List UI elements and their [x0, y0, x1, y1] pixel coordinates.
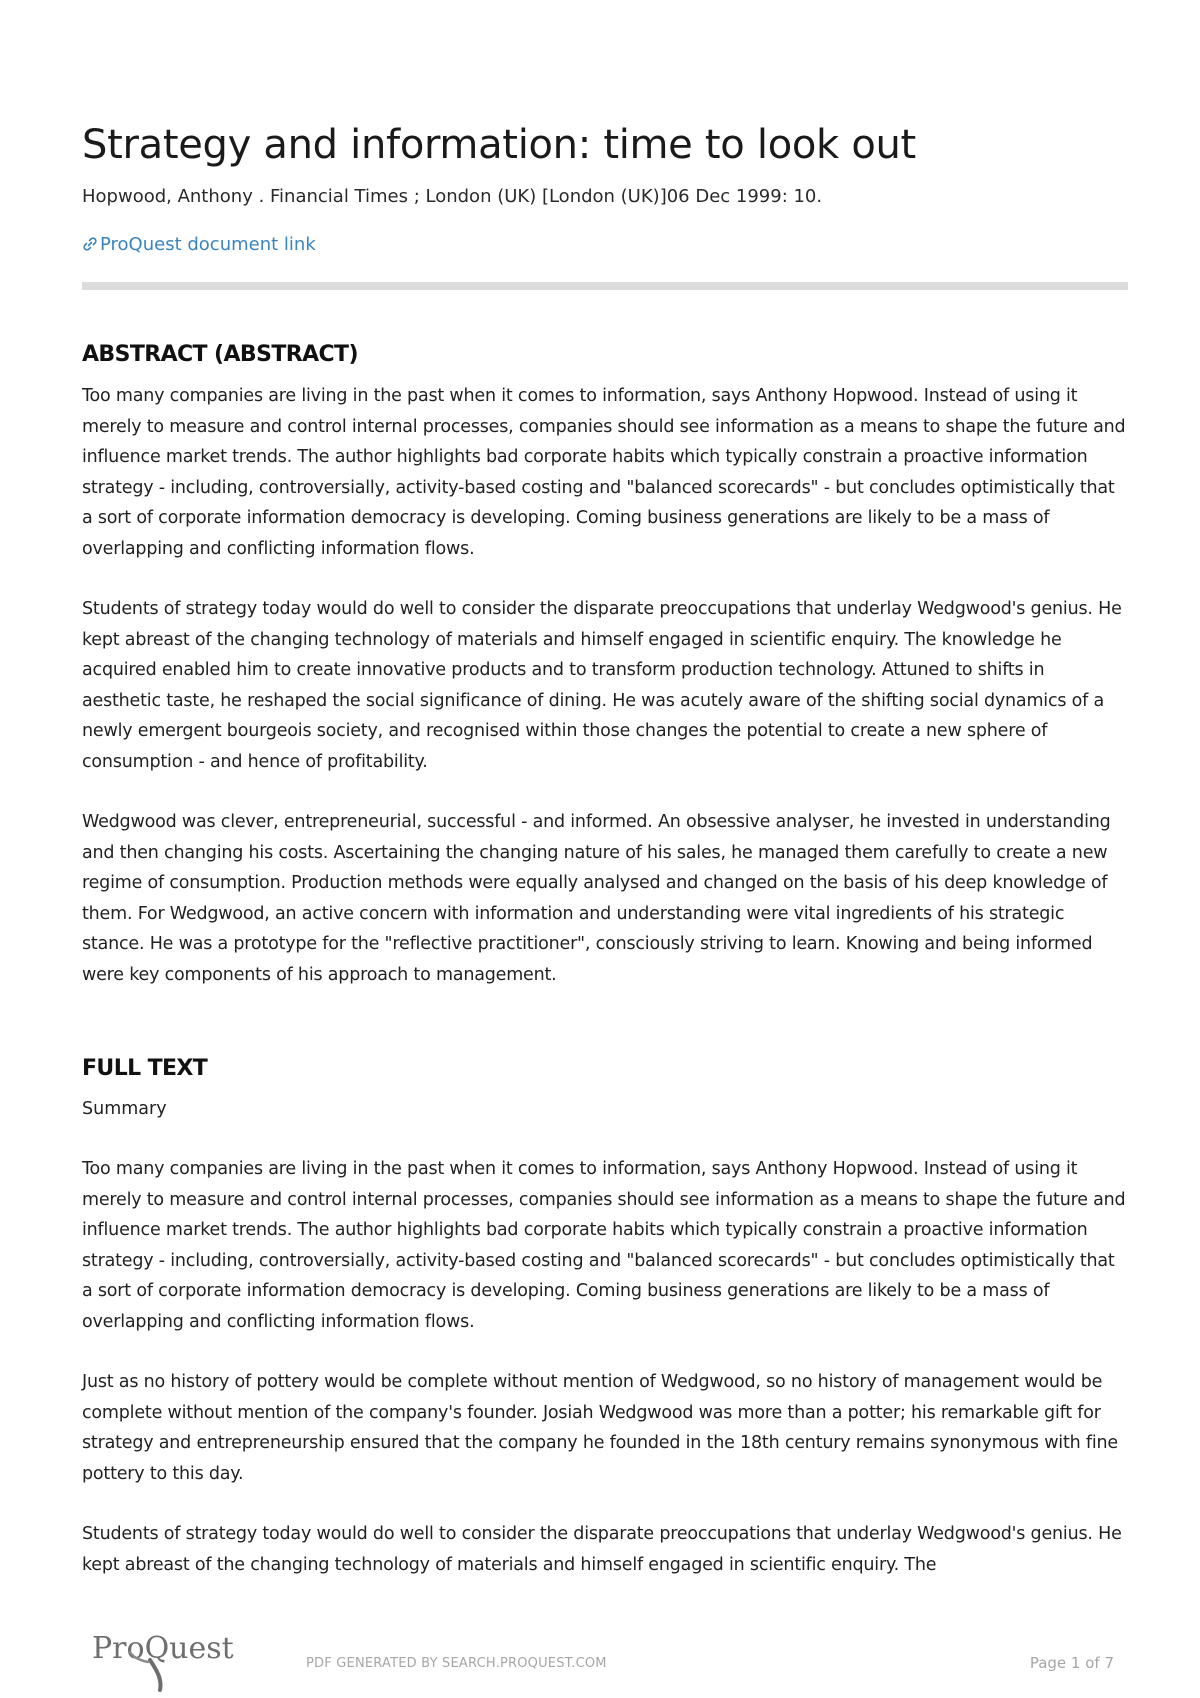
page-footer: [0, 1618, 1200, 1698]
full-text-paragraph: Too many companies are living in the past when it comes to information, says Anthony Hopwood. Instead of using it merely to measure and control internal processes, companies should see information as a means to shape the future and influence market trends. The author highlights bad corporate habits which typically constrain a proactive information strategy - including, controversially, activity-based costing and "balanced scorecards" - but concludes optimistically that a sort of corporate information democracy is developing. Coming business generations are likely to be a mass of overlapping and conflicting information flows.: [82, 1159, 1126, 1332]
full-text-paragraph: Just as no history of pottery would be complete without mention of Wedgwood, so no history of management would be complete without mention of the company's founder. Josiah Wedgwood was more than a potter; his remarkable gift for strategy and entrepreneurship ensured that the company he founded in the 18th century remains synonymous with fine pottery to this day.: [82, 1372, 1118, 1484]
full-text-paragraph: Students of strategy today would do well to consider the disparate preoccupations that underlay Wedgwood's genius. He kept abreast of the changing technology of materials and himself engaged in scientific enquiry. The: [82, 1524, 1122, 1575]
document-title: Strategy and information: time to look out: [82, 122, 916, 168]
full-text-body: [82, 1154, 1128, 1580]
generated-by-note: PDF GENERATED BY SEARCH.PROQUEST.COM: [306, 1656, 607, 1671]
abstract-heading: ABSTRACT (ABSTRACT): [82, 342, 358, 367]
abstract-paragraph: Wedgwood was clever, entrepreneurial, successful - and informed. An obsessive analyser, he invested in understanding and then changing his costs. Ascertaining the changing nature of his sales, he managed them carefully to create a new regime of consumption. Production methods were equally analysed and changed on the basis of his deep knowledge of them. For Wedgwood, an active concern with information and understanding were vital ingredients of his strategic stance. He was a prototype for the "reflective practitioner", consciously striving to learn. Knowing and being informed were key components of his approach to management.: [82, 812, 1111, 985]
document-page: [82, 118, 1128, 1580]
proquest-document-link[interactable]: [82, 232, 316, 258]
abstract-body: [82, 381, 1128, 990]
full-text-heading: FULL TEXT: [82, 1056, 208, 1081]
abstract-paragraph: Too many companies are living in the past when it comes to information, says Anthony Hopwood. Instead of using it merely to measure and control internal processes, companies should see information as a means to shape the future and influence market trends. The author highlights bad corporate habits which typically constrain a proactive information strategy - including, controversially, activity-based costing and "balanced scorecards" - but concludes optimistically that a sort of corporate information democracy is developing. Coming business generations are likely to be a mass of overlapping and conflicting information flows.: [82, 386, 1126, 559]
link-icon: [82, 234, 100, 255]
proquest-logo-text: ProQuest: [92, 1631, 234, 1666]
abstract-paragraph: Students of strategy today would do well to consider the disparate preoccupations that underlay Wedgwood's genius. He kept abreast of the changing technology of materials and himself engaged in scientific enquiry. The knowledge he acquired enabled him to create innovative products and to transform production technology. Attuned to shifts in aesthetic taste, he reshaped the social significance of dining. He was acutely aware of the shifting social dynamics of a newly emergent bourgeois society, and recognised within those changes the potential to create a new sphere of consumption - and hence of profitability.: [82, 599, 1122, 772]
header-divider: [82, 282, 1128, 290]
page-number: Page 1 of 7: [1029, 1654, 1114, 1672]
proquest-document-link-label: ProQuest document link: [100, 234, 316, 255]
document-citation: Hopwood, Anthony . Financial Times ; London (UK) [London (UK)]06 Dec 1999: 10.: [82, 186, 823, 207]
proquest-logo: [88, 1620, 248, 1692]
summary-label: Summary: [82, 1099, 167, 1119]
